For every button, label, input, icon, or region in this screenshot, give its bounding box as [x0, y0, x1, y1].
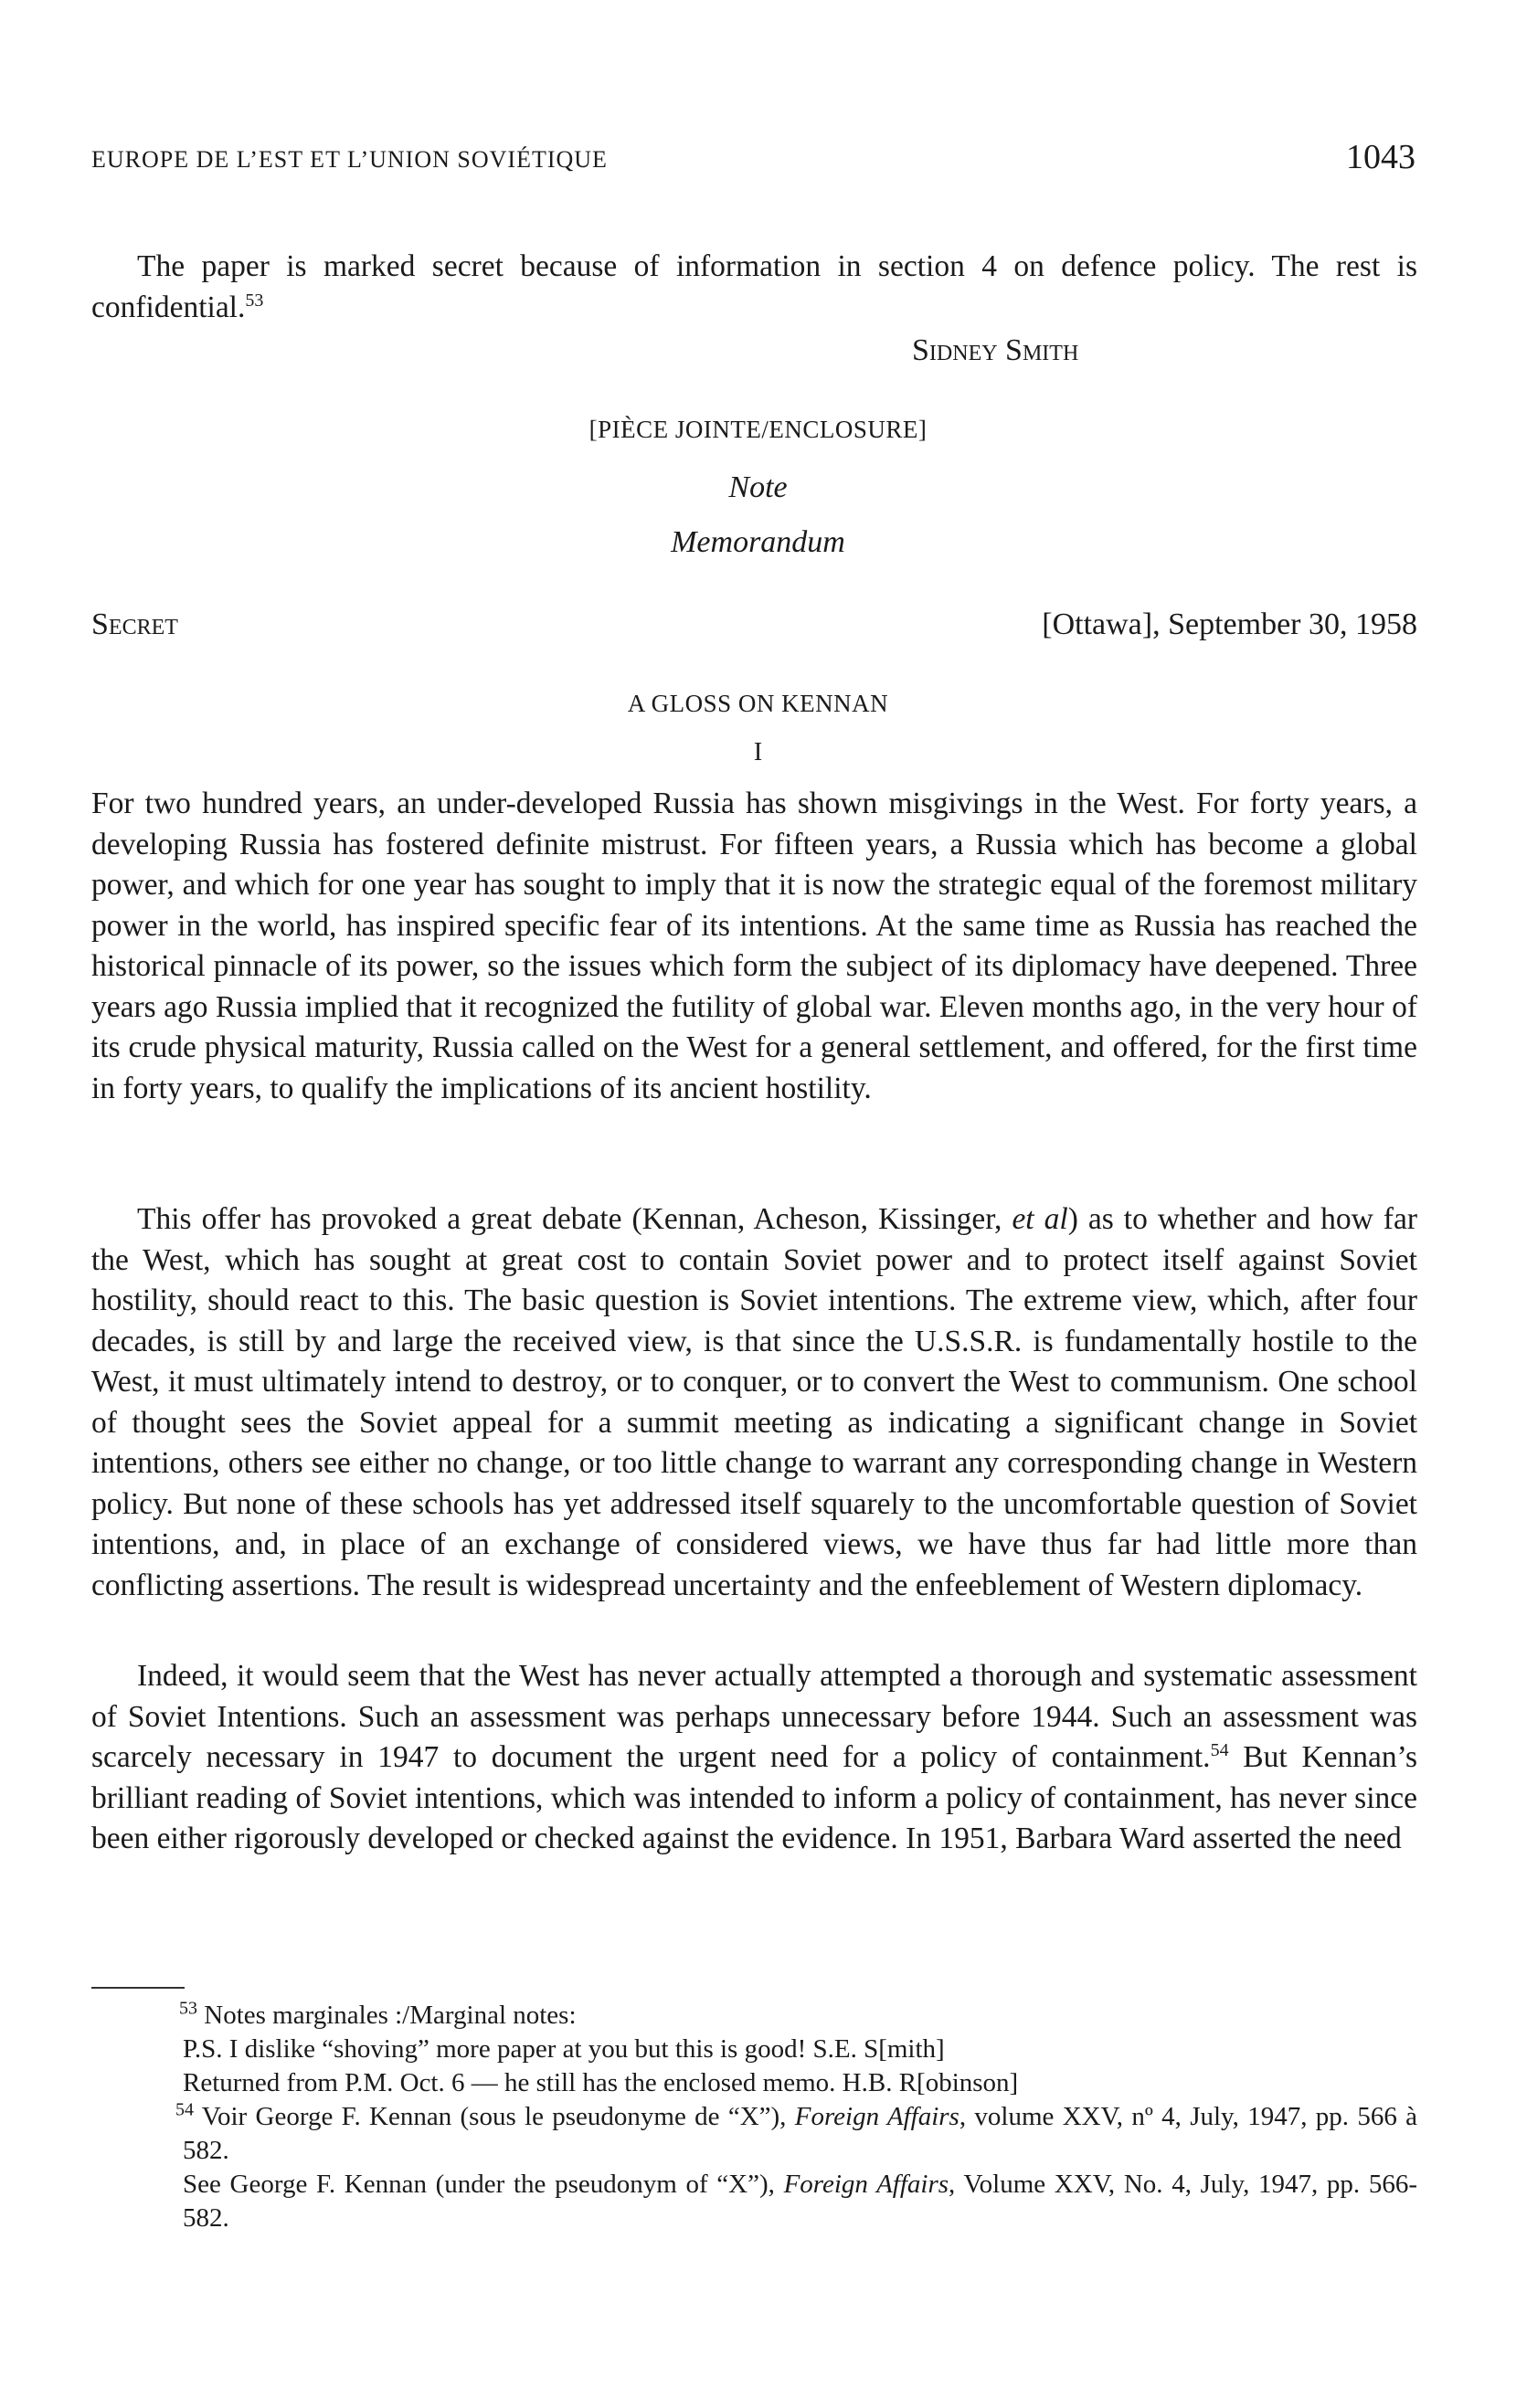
paragraph-3-text-a: Indeed, it would seem that the West has never actually attempted a thorough and systematic assessment of Soviet Intentions. Such an assessment was perhaps unnecessary before 1944. Such an assessment was scarcely necessary in 1947 to document the urgent need for a policy of containment.	[91, 1659, 1417, 1774]
footnote-54-en	[183, 2168, 1417, 2235]
paragraph-2-text-a: This offer has provoked a great debate (Kennan, Acheson, Kissinger,	[137, 1202, 1012, 1236]
classification-secret: Secret	[91, 607, 178, 641]
footnote-53-line-2: Returned from P.M. Oct. 6 — he still has the enclosed memo. H.B. R[obinson]	[183, 2068, 1019, 2097]
footnote-ref-53: 53	[245, 290, 264, 311]
note-title: Note	[728, 470, 788, 504]
footnote-54-number: 54	[175, 2099, 194, 2120]
footnote-53-label: Notes marginales :/Marginal notes:	[204, 2001, 577, 2030]
memorandum-title: Memorandum	[671, 525, 845, 559]
footnote-54-en-italic: Foreign Affairs	[783, 2170, 949, 2199]
footnote-53-line-1: P.S. I dislike “shoving” more paper at you but this is good! S.E. S[mith]	[183, 2034, 945, 2064]
running-title: EUROPE DE L’EST ET L’UNION SOVIÉTIQUE	[91, 146, 608, 173]
footnote-54-fr-text-b: , volume XXV, nº 4, July, 1947, pp. 566 à 582.	[183, 2102, 1417, 2165]
paragraph-2-text-b: ) as to whether and how far the West, which has sought at great cost to contain Soviet power and to protect itself against Soviet hostility, should react to this. The basic question is Soviet intentions. The extreme view, which, after four decades, is still by and large the received view, is that since the U.S.S.R. is fundamentally hostile to the West, it must ultimately intend to destroy, or to conquer, or to convert the West to communism. One school of thought sees the Soviet appeal for a summit meeting as indicating a significant change in Soviet intentions, others see either no change, or too little change to warrant any corresponding change in Western policy. But none of these schools has yet addressed itself squarely to the uncomfortable question of Soviet intentions, and, in place of an exchange of considered views, we have thus far had little more than conflicting assertions. The result is widespread uncertainty and the enfeeblement of Western diplomacy.	[91, 1202, 1417, 1602]
place-date: [Ottawa], September 30, 1958	[1042, 607, 1417, 641]
footnote-ref-54: 54	[1210, 1739, 1229, 1760]
intro-text: The paper is marked secret because of information in section 4 on defence policy. The rest is confidential.	[91, 249, 1417, 324]
paragraph-2	[91, 1199, 1417, 1606]
section-number: I	[753, 738, 763, 766]
footnote-54-en-text-a: See George F. Kennan (under the pseudonym of “X”),	[183, 2170, 784, 2199]
enclosure-label: [PIÈCE JOINTE/ENCLOSURE]	[588, 416, 928, 443]
footnote-53-number: 53	[179, 1998, 197, 2019]
intro-paragraph	[91, 247, 1417, 328]
footnote-54-fr	[175, 2099, 1417, 2168]
footnote-54-en-text-b: , Volume XXV, No. 4, July, 1947, pp. 566-582.	[183, 2170, 1417, 2233]
signature: Sidney Smith	[912, 333, 1079, 367]
paragraph-3-text-b: But Kennan’s brilliant reading of Soviet intentions, which was intended to inform a policy of containment, has never since been either rigorously developed or checked against the evidence. In 1951, Barbara Ward asserted the need	[91, 1740, 1417, 1855]
paragraph-3	[91, 1656, 1417, 1860]
footnote-separator	[91, 1987, 185, 1989]
footnote-53	[91, 1999, 1509, 2033]
footnote-54-fr-text-a: Voir George F. Kennan (sous le pseudonyme de “X”),	[201, 2102, 795, 2131]
footnote-54-fr-italic: Foreign Affairs	[794, 2102, 959, 2131]
paragraph-1: For two hundred years, an under-developed Russia has shown misgivings in the West. For forty years, a developing Russia has fostered definite mistrust. For fifteen years, a Russia which has become a global power, and which for one year has sought to imply that it is now the strategic equal of the foremost military power in the world, has inspired specific fear of its intentions. At the same time as Russia has reached the historical pinnacle of its power, so the issues which form the subject of its diplomacy have deepened. Three years ago Russia implied that it recognized the futility of global war. Eleven months ago, in the very hour of its crude physical maturity, Russia called on the West for a general settlement, and offered, for the first time in forty years, to qualify the implications of its ancient hostility.	[91, 787, 1417, 1105]
page-number: 1043	[1346, 138, 1415, 176]
paragraph-2-italic: et al	[1012, 1202, 1068, 1236]
heading: A GLOSS ON KENNAN	[627, 690, 889, 717]
